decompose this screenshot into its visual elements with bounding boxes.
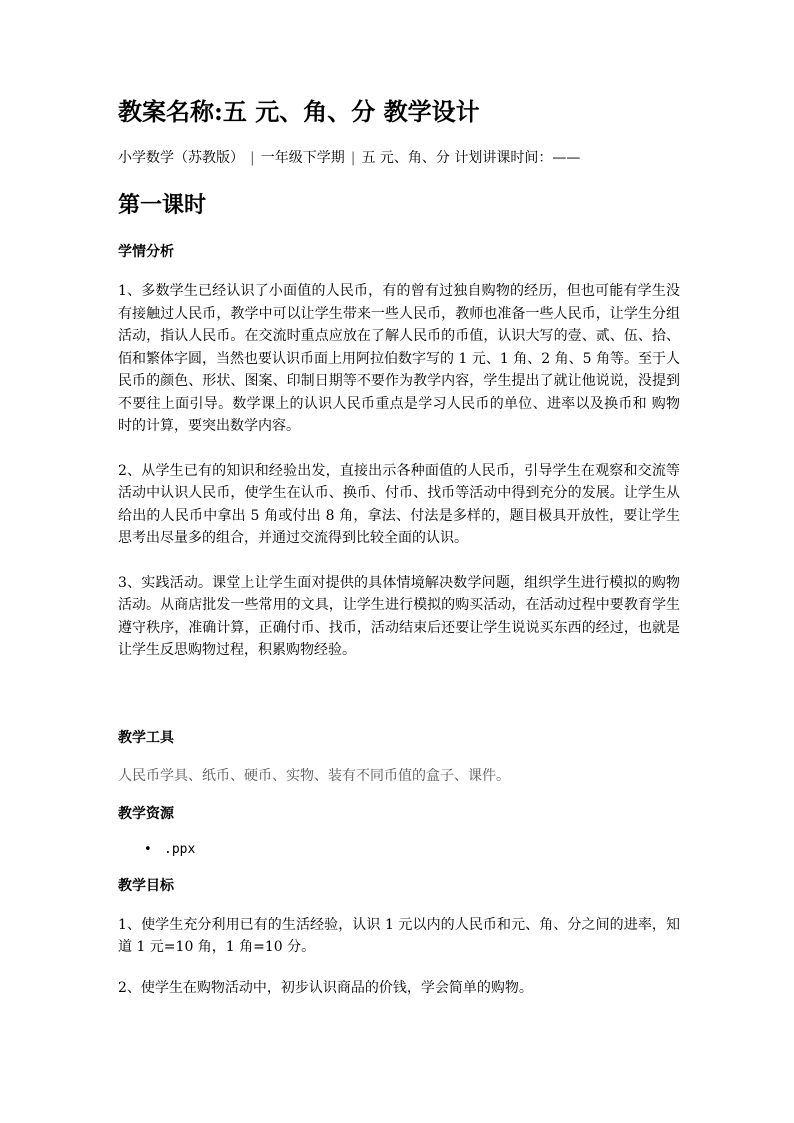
analysis-paragraph-3: 3、实践活动。课堂上让学生面对提供的具体情境解决数学问题，组织学生进行模拟的购物活动。从商店批发一些常用的文具，让学生进行模拟的购买活动，在活动过程中要教育学生遵守秩序，准确计算，正确付币、找币，活动结束后还要让学生说说买东西的经过，也就是让学生反思购物过程，积累购物经验。 [118,574,680,658]
analysis-paragraph-1: 1、多数学生已经认识了小面值的人民币，有的曾有过独自购物的经历，但也可能有学生没有接触过人民币，教学中可以让学生带来一些人民币，教师也准备一些人民币，让学生分组活动，指认人民币。在交流时重点应放在了解人民币的币值，认识大写的壹、贰、伍、拾、佰和繁体字圆，当然也要认识币面上用阿拉伯数字写的 1 元、1 角、2 角、5 角等。至于人民币的颜色、形状、图案、印制日期等不要作为教学内容，学生提出了就让他说说，没提到不要往上面引导。数学课上的认识人民币重点是学习人民币的单位、进率以及换币和 购物时的计算，要突出数学内容。 [118,283,680,434]
bullet-icon: • [144,841,152,857]
section-heading-goals: 教学目标 [118,877,174,894]
section-heading-resources: 教学资源 [118,805,174,822]
document-meta-line [118,148,680,168]
meta-subject: 小学数学（苏教版） [118,150,244,166]
resource-item[interactable] [118,840,680,860]
lesson-heading: 第一课时 [118,192,207,218]
meta-grade: 一年级下学期 [260,150,345,166]
section-heading-tools: 教学工具 [118,729,174,746]
document-page [118,96,680,999]
resource-item-label: .ppx [164,841,196,857]
document-title: 教案名称:五 元、角、分 教学设计 [118,97,480,126]
meta-schedule: 计划讲课时间：—— [454,150,581,166]
section-heading-analysis: 学情分析 [118,244,174,260]
resources-list [118,840,680,860]
meta-separator: | [350,150,356,166]
meta-unit: 五 元、角、分 [361,150,450,166]
goal-paragraph-2: 2、使学生在购物活动中，初步认识商品的价钱，学会简单的购物。 [118,979,533,996]
goal-paragraph-1: 1、使学生充分利用已有的生活经验，认识 1 元以内的人民币和元、角、分之间的进率，知道 1 元=10 角，1 角=10 分。 [118,916,680,955]
analysis-paragraph-2: 2、从学生已有的知识和经验出发，直接出示各种面值的人民币，引导学生在观察和交流等活动中认识人民币，使学生在认币、换币、付币、找币等活动中得到充分的发展。让学生从给出的人民币中拿出 5 角或付出 8 角，拿法、付法是多样的，题目极具开放性，要让学生思考出尽量多的组合，并通过交流得到比较全面的认识。 [118,462,680,546]
tools-text: 人民币学具、纸币、硬币、实物、装有不同币值的盒子、课件。 [118,767,510,784]
meta-separator: | [250,150,255,166]
